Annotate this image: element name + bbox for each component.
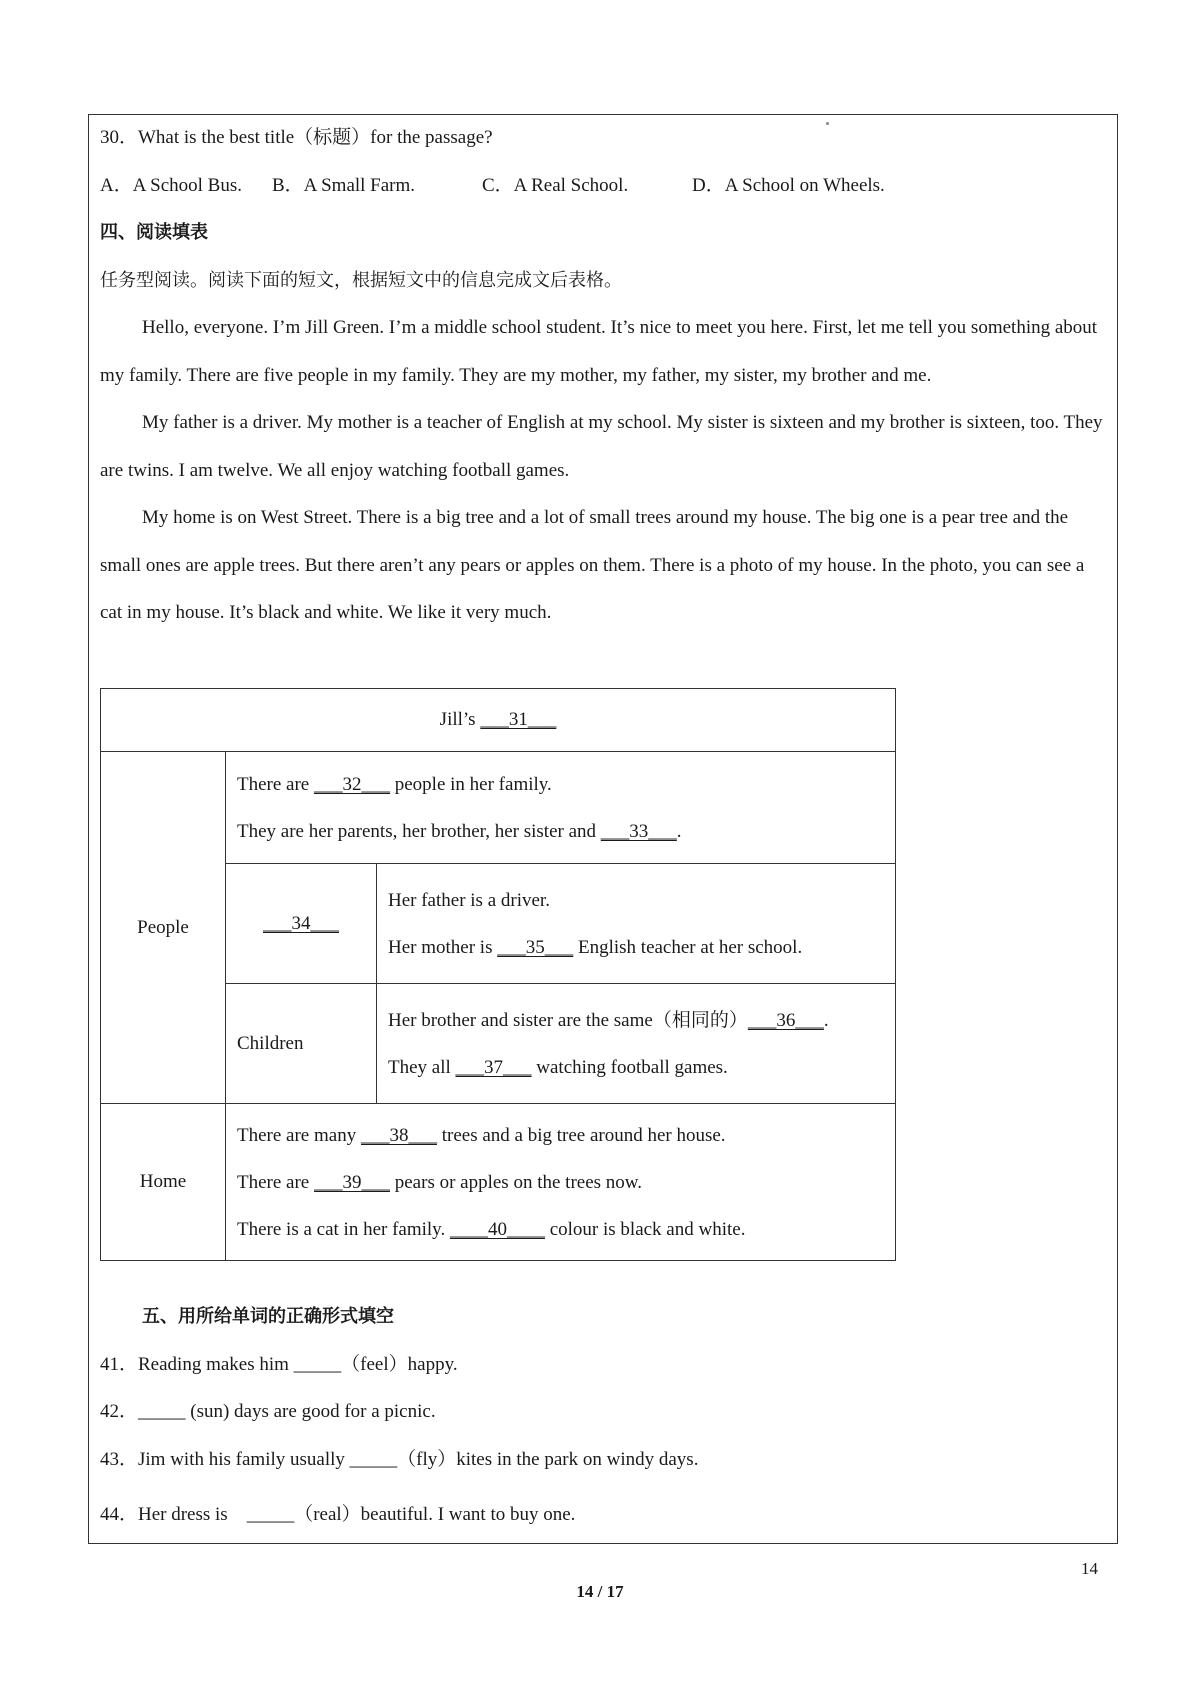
children-detail-cell: Her brother and sister are the same（相同的）___36___. They all ___37___ watching football games. (377, 984, 896, 1104)
blank-31: ___31___ (480, 709, 557, 730)
question-41: 41．Reading makes him _____（feel）happy. (100, 1353, 458, 1375)
passage-paragraph-3: My home is on West Street. There is a big tree and a lot of small trees around my house. The big one is a pear tree and the small ones are apple trees. But there aren’t any pears or apples on them. There is a photo of my house. In the photo, you can see a cat in my house. It’s black and white. We like it very much. (100, 507, 1085, 623)
section-4-instruction: 任务型阅读。阅读下面的短文，根据短文中的信息完成文后表格。 (100, 269, 622, 291)
question-42: 42．_____ (sun) days are good for a picnic. (100, 1401, 436, 1422)
home-label: Home (101, 1104, 226, 1261)
home-detail-cell: There are many ___38___ trees and a big tree around her house. There are ___39___ pears or apples on the trees now. There is a cat in her family. ____40____ colour is black and white. (226, 1104, 896, 1261)
section-5 (100, 1293, 1110, 1539)
question-30-options (100, 162, 1110, 210)
passage (100, 304, 1110, 637)
blank-32: ___32___ (314, 773, 390, 795)
passage-paragraph-1: Hello, everyone. I’m Jill Green. I’m a middle school student. It’s nice to meet you here. First, let me tell you something about my family. There are five people in my family. They are my mother, my father, my sister, my brother and me. (100, 317, 1098, 386)
blank-38: ___38___ (360, 1124, 437, 1146)
people-count-cell: There are ___32___ people in her family. They are her parents, her brother, her sister and ___33___. (226, 752, 896, 864)
blank-40: ____40____ (449, 1218, 545, 1240)
info-table (100, 688, 896, 1261)
question-43: 43．Jim with his family usually _____（fly）kites in the park on windy days. (100, 1448, 699, 1470)
parents-detail-cell: Her father is a driver. Her mother is ___35___ English teacher at her school. (377, 864, 896, 984)
blank-39: ___39___ (314, 1171, 390, 1193)
main-content (100, 114, 1110, 637)
people-label: People (101, 752, 226, 1104)
blank-33: ___33___ (600, 820, 677, 842)
blank-37: ___37___ (455, 1056, 532, 1078)
question-30-stem: 30．What is the best title（标题）for the passage? (100, 127, 493, 148)
table-title: Jill’s ___31___ (101, 689, 896, 752)
parents-label-cell (226, 864, 377, 984)
blank-35: ___35___ (497, 936, 574, 958)
option-b: B．A Small Farm. (272, 174, 416, 196)
section-5-heading: 五、用所给单词的正确形式填空 (142, 1306, 394, 1327)
children-label-cell: Children (226, 984, 377, 1104)
option-d: D．A School on Wheels. (692, 174, 885, 196)
passage-paragraph-2: My father is a driver. My mother is a teacher of English at my school. My sister is sixteen and my brother is sixteen, too. They are twins. I am twelve. We all enjoy watching football games. (100, 412, 1103, 481)
option-c: C．A Real School. (482, 174, 629, 196)
blank-36: ___36___ (747, 1009, 824, 1031)
page-counter: 14 / 17 (576, 1582, 624, 1601)
page-number: 14 (1081, 1559, 1098, 1578)
blank-34: ___34___ (263, 912, 339, 934)
option-a: A．A School Bus. (100, 174, 242, 196)
section-4-heading: 四、阅读填表 (100, 222, 208, 243)
question-44: 44．Her dress is _____（real）beautiful. I want to buy one. (100, 1504, 576, 1525)
